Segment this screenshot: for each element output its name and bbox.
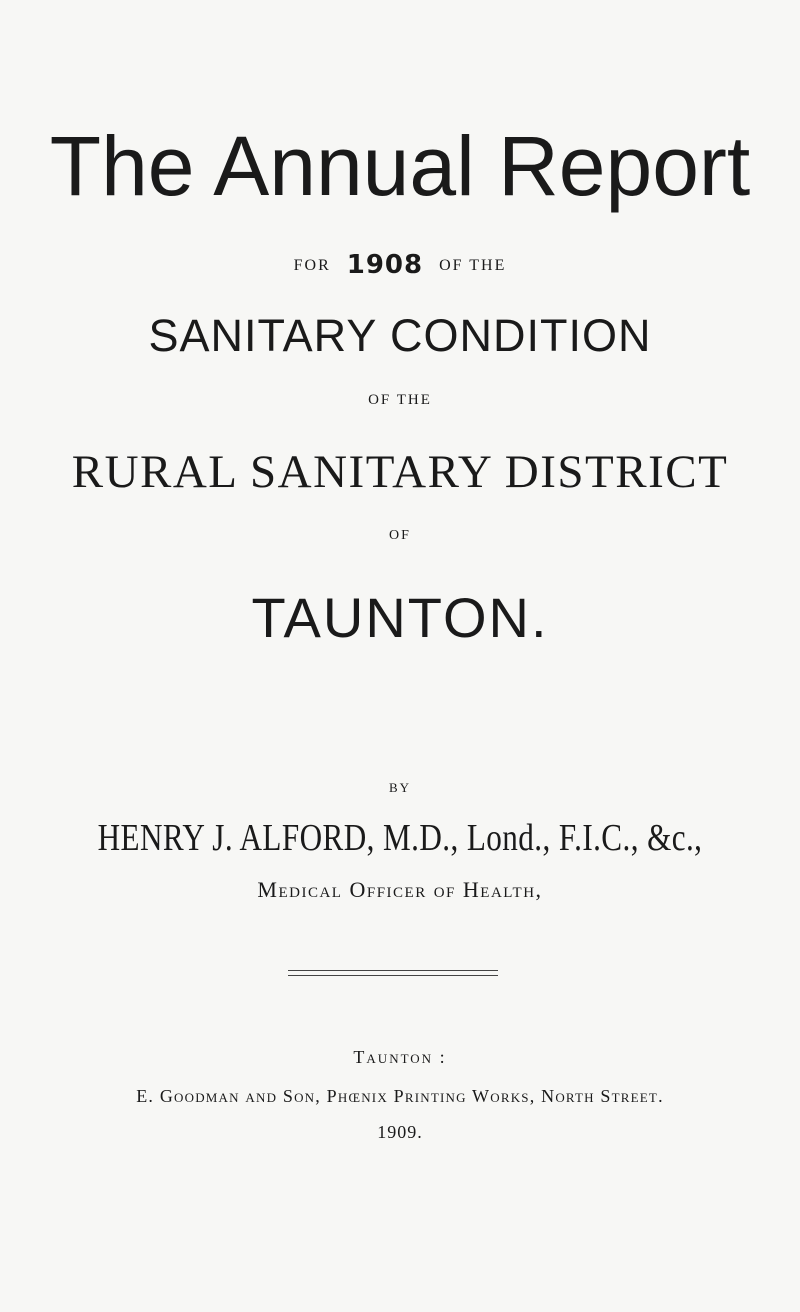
double-rule-divider [288,970,498,976]
subject-heading: SANITARY CONDITION [148,310,652,361]
author-name: HENRY J. ALFORD, M.D., Lond., F.I.C., &c., [97,817,703,859]
report-year: 1908 [346,250,424,280]
place-heading: TAUNTON. [251,586,549,649]
imprint-date: 1909. [377,1122,423,1142]
of-the-connector: OF THE [368,392,432,408]
for-year-line [0,250,800,280]
for-prefix: FOR [293,257,331,274]
report-title: The Annual Report [49,119,751,213]
by-connector: BY [388,780,412,795]
of-connector: OF [389,528,411,543]
author-office: Medical Officer of Health, [257,877,543,902]
for-suffix: OF THE [439,257,507,274]
district-heading: RURAL SANITARY DISTRICT [71,446,729,498]
imprint-place: Taunton : [353,1047,447,1067]
imprint-printer: E. Goodman and Son, Phœnix Printing Works, North Street. [136,1086,664,1106]
